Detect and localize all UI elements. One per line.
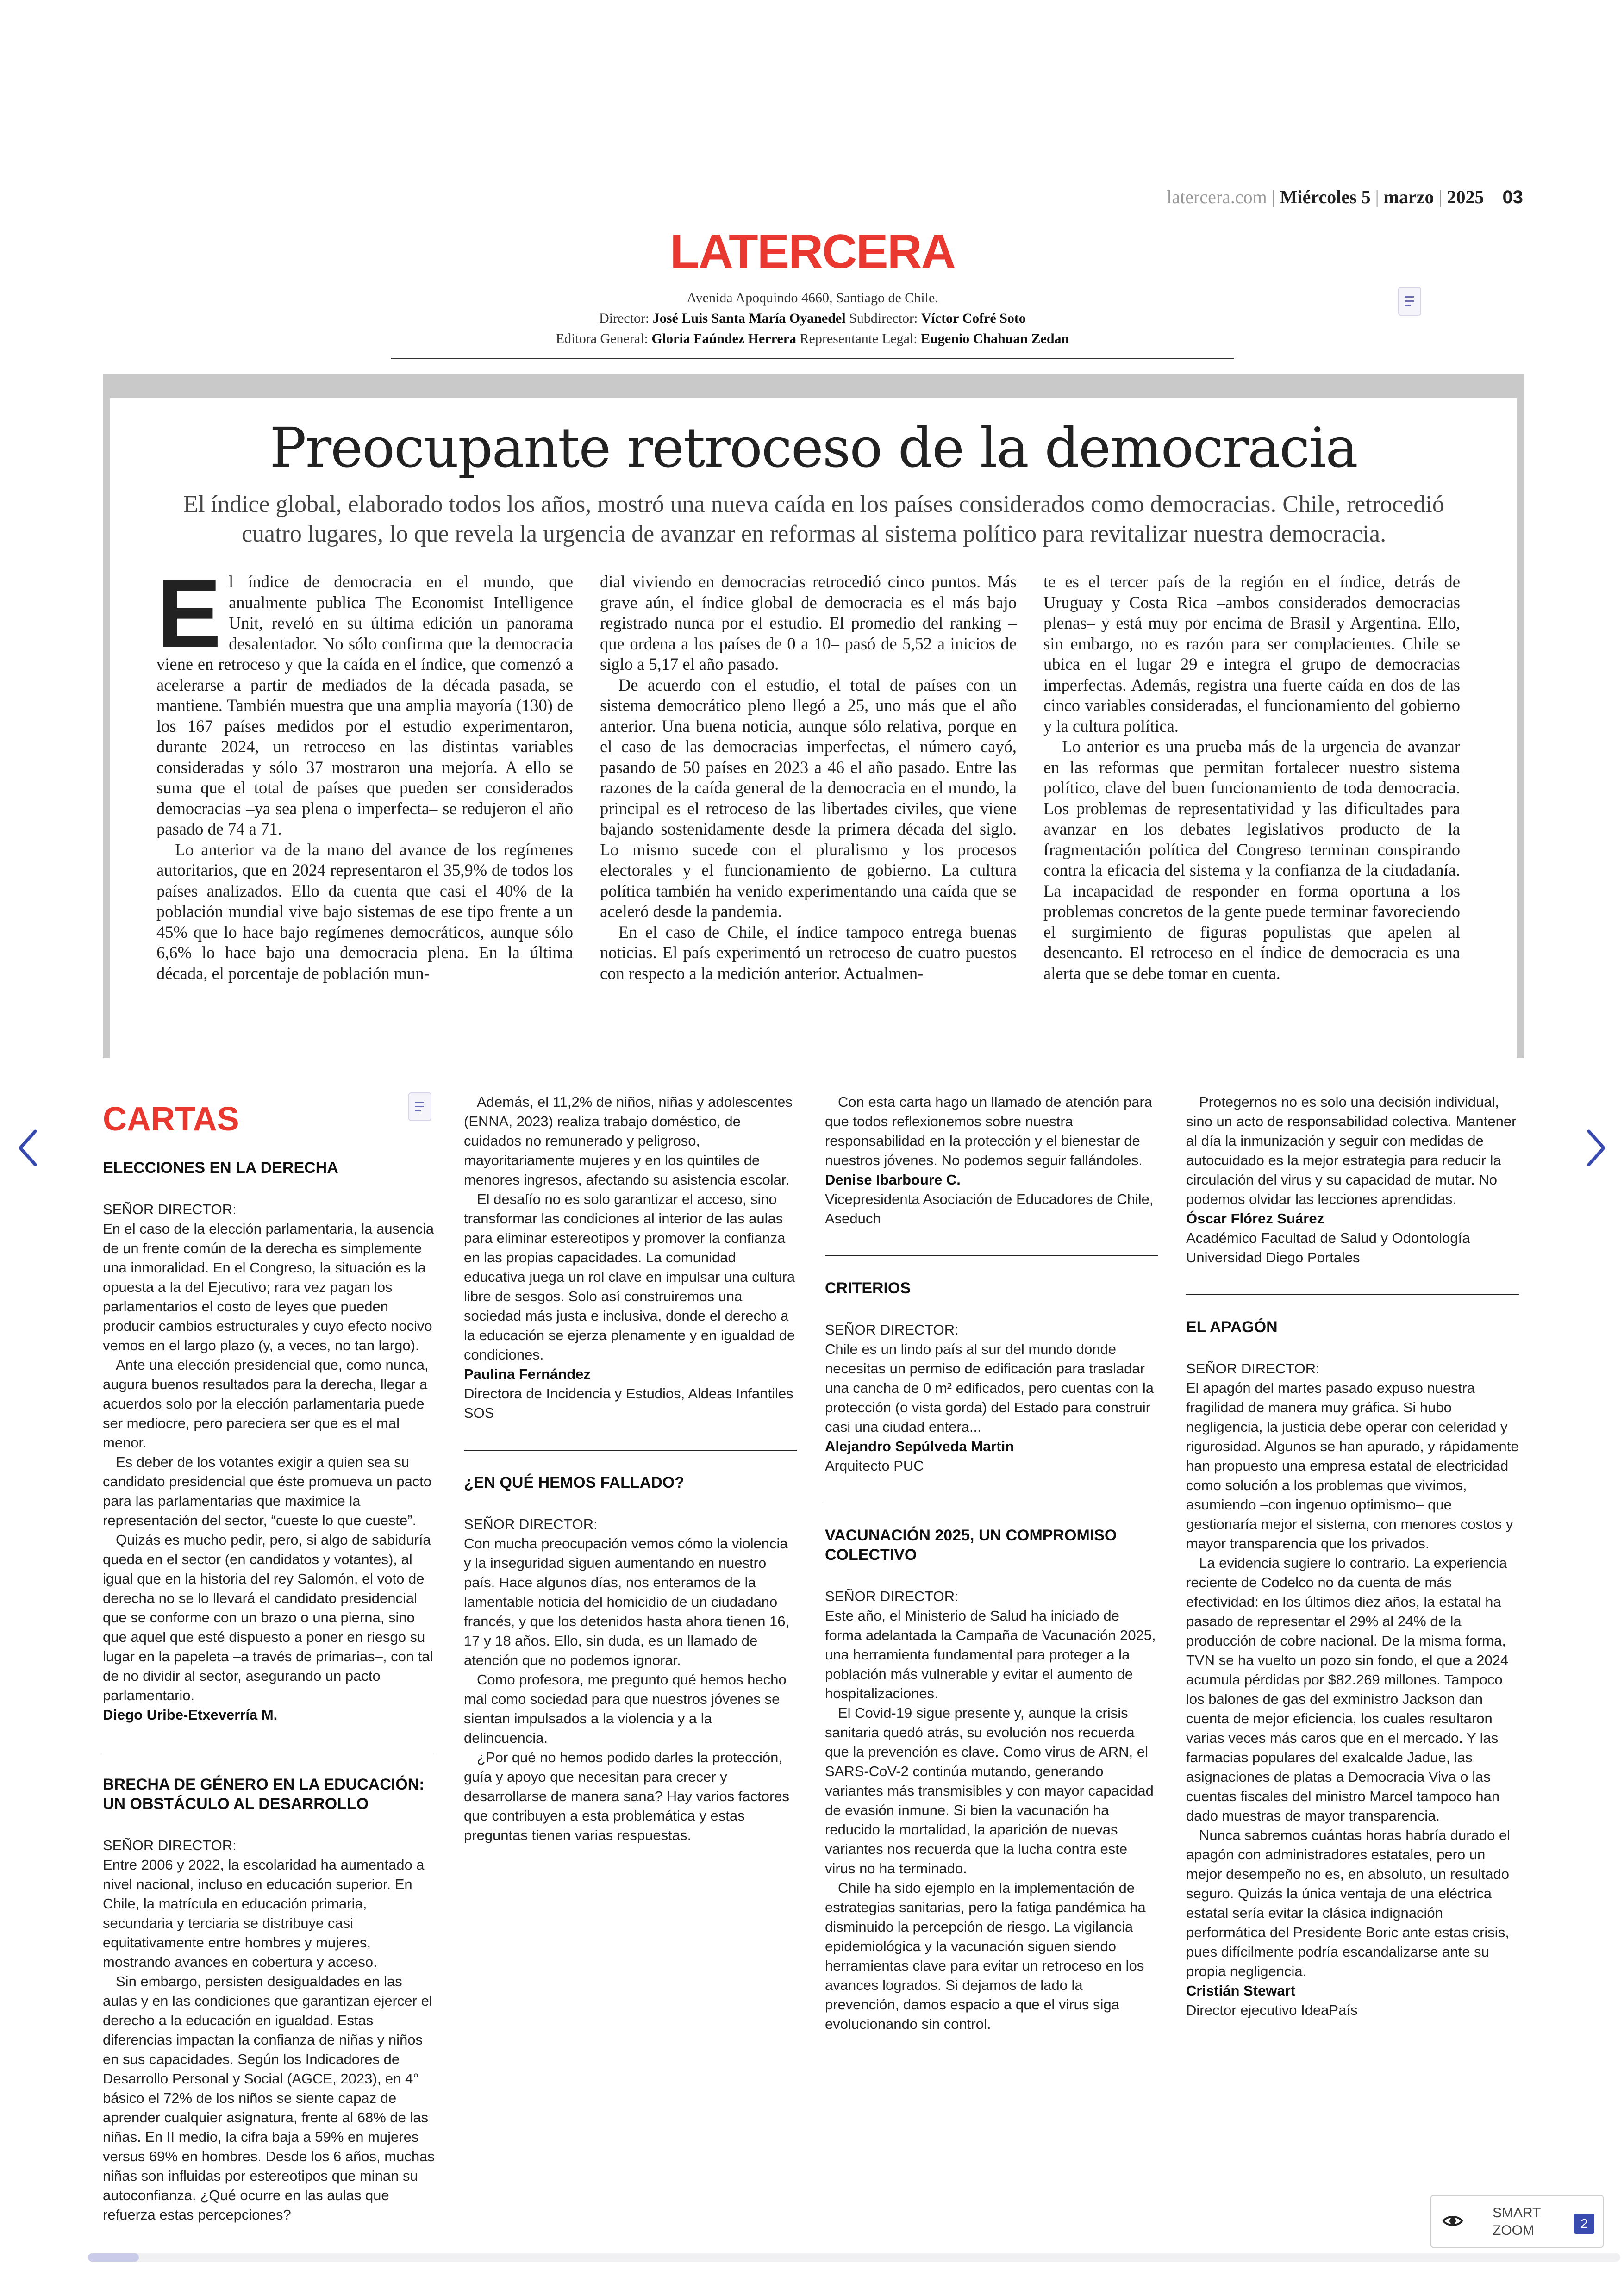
editorial-column-3 <box>1043 572 1460 984</box>
editorial-column-1 <box>156 559 573 984</box>
smart-zoom-button[interactable] <box>1430 2195 1604 2248</box>
letter-title: CRITERIOS <box>825 1279 911 1297</box>
letters-column-3 <box>825 1092 1158 2034</box>
masthead-divider <box>391 358 1234 359</box>
rep-label: Representante Legal: <box>800 331 918 346</box>
rep-name: Eugenio Chahuan Zedan <box>921 331 1069 346</box>
editorial-title: Preocupante retroceso de la democracia <box>269 416 1357 480</box>
letters-column-4 <box>1186 1092 1519 2020</box>
letter-paragraph: Sin embargo, persisten desigualdades en las aulas y en las condiciones que garantizan ejercer el derecho a la educación en igualdad. Estas diferencias impactan la confianza de niñas y niños en sus capacidades. Según los Indicadores de Desarrollo Personal y Social (AGCE, 2023), en 4° básico el 72% de los niños se siente capaz de aprender cualquier asignatura, frente al 68% de las niñas. En II medio, la cifra baja a 59% en mujeres versus 69% en hombres. Desde los 6 años, muchas niñas son influidas por estereotipos que minan su autoconfianza. ¿Qué ocurre en las aulas que refuerza estas percepciones? <box>103 1973 435 2223</box>
subdirector-name: Víctor Cofré Soto <box>921 311 1026 326</box>
editorial-content <box>110 398 1517 1058</box>
letter-signer-role: Director ejecutivo IdeaPaís <box>1186 2002 1358 2018</box>
letter-paragraph: Ante una elección presidencial que, como nunca, augura buenos resultados para la derecha, llegar a acuerdos solo por la elección parlamentaria puede ser mediocre, pero pareciera ser que es el mal menor. <box>103 1357 429 1451</box>
note-icon[interactable] <box>1398 287 1421 316</box>
editorial-box <box>103 374 1524 1058</box>
letter-paragraph: Chile es un lindo país al sur del mundo donde necesitas un permiso de edificación para trasladar una cancha de 0 m² edificados, pero cuentas con la protección (o vista gorda) del Estado para construir casi una ciudad entera... <box>825 1341 1154 1435</box>
letter-title: BRECHA DE GÉNERO EN LA EDUCACIÓN: UN OBSTÁCULO AL DESARROLLO <box>103 1776 425 1813</box>
letter-signer: Óscar Flórez Suárez <box>1186 1210 1324 1227</box>
letter-signer: Diego Uribe-Etxeverría M. <box>103 1707 278 1723</box>
salutation: SEÑOR DIRECTOR: <box>1186 1360 1320 1377</box>
letter-signer-role: Académico Facultad de Salud y Odontología Universidad Diego Portales <box>1186 1230 1470 1266</box>
letter-divider <box>464 1450 797 1451</box>
letter-signer: Paulina Fernández <box>464 1366 591 1382</box>
salutation: SEÑOR DIRECTOR: <box>103 1201 237 1217</box>
letter-paragraph: Este año, el Ministerio de Salud ha iniciado de forma adelantada la Campaña de Vacunación 2025, una herramienta fundamental para proteger a la población más vulnerable y evitar el aumento de hospitalizaciones. <box>825 1608 1156 1702</box>
horizontal-scrollbar[interactable] <box>88 2253 1620 2262</box>
drop-cap: E <box>156 559 222 668</box>
letter-paragraph: Protegernos no es solo una decisión individual, sino un acto de responsabilidad colectiva. Mantener al día la inmunización y seguir con medidas de autocuidado es la mejor estrategia para reducir la circulación del virus y su capacidad de mutar. No podemos olvidar las lecciones aprendidas. <box>1186 1094 1517 1207</box>
letter-paragraph: Nunca sabremos cuántas horas habría durado el apagón con administradores estatales, pero un mejor desempeño no es, en absoluto, un resultado seguro. Quizás la única ventaja de una eléctrica estatal sería evitar la clásica indignación performática del Presidente Boric ante estas crisis, pues difícilmente podría escandalizarse ante su propia negligencia. <box>1186 1827 1511 1979</box>
letter-signer-role: Directora de Incidencia y Estudios, Aldeas Infantiles SOS <box>464 1385 793 1421</box>
letters-column-2 <box>464 1092 797 1845</box>
letter-title: EL APAGÓN <box>1186 1318 1278 1336</box>
editorial-paragraph: El índice de democracia en el mundo, que anualmente publica The Economist Intelligence Unit, reveló en su última edición un panorama desalentador. No sólo confirma que la democracia viene en retroceso y que la caída en el índice, que comenzó a acelerarse a partir de mediados de la década pasada, se mantiene. También muestra que una amplia mayoría (130) de los 167 países medidos por el estudio experimentaron, durante 2024, un retroceso en las distintas variables consideradas y sólo 37 mostraron una mejoría. A ello se suma que el total de países que pueden ser considerados democracias –ya sea plena o imperfecta– se redujeron el año pasado de 74 a 71. <box>156 559 573 838</box>
letter-title: ELECCIONES EN LA DERECHA <box>103 1159 338 1177</box>
letter-paragraph: ¿Por qué no hemos podido darles la protección, guía y apoyo que necesitan para crecer y desarrollarse de manera sana? Hay varios factores que contribuyen a esta problemática y estas preguntas tienen varias respuestas. <box>464 1749 790 1843</box>
letter-paragraph: Con esta carta hago un llamado de atención para que todos reflexionemos sobre nuestra responsabilidad en la protección y el bienestar de nuestros jóvenes. No podemos seguir fallándoles. <box>825 1094 1153 1168</box>
letter-paragraph: El Covid-19 sigue presente y, aunque la crisis sanitaria quedó atrás, su evolución nos recuerda que la prevención es clave. Como virus de ARN, el SARS-CoV-2 continúa mutando, generando variantes más transmisibles y con mayor capacidad de evasión inmune. Si bien la vacunación ha reducido la mortalidad, la aparición de nuevas variantes nos recuerda que la lucha contra este virus no ha terminado. <box>825 1705 1154 1877</box>
section-title: CARTAS <box>103 1101 239 1138</box>
page-number: 03 <box>1502 187 1523 207</box>
editorial-subtitle: El índice global, elaborado todos los años, mostró una nueva caída en los países considerados como democracias. Chile, retrocedió cuatro lugares, lo que revela la urgencia de avanzar en reformas al sistema político para revitalizar nuestra democracia. <box>183 491 1444 547</box>
director-name: José Luis Santa María Oyanedel <box>652 311 846 326</box>
letter-paragraph: Es deber de los votantes exigir a quien sea su candidato presidencial que éste promueva un pacto para las parlamentarias que maximice la representación del sector, “cueste lo que cueste”. <box>103 1454 432 1528</box>
date-month: marzo <box>1383 187 1434 207</box>
smart-zoom-label-line-1: SMART <box>1493 2205 1541 2220</box>
page-badge: 2 <box>1574 2214 1594 2234</box>
chevron-left-icon <box>14 1125 42 1171</box>
letter-divider <box>1186 1294 1519 1295</box>
masthead-staff-line-2 <box>391 329 1234 349</box>
letters-column-1 <box>103 1092 436 2225</box>
newspaper-logo: LATERCERA <box>670 225 955 279</box>
letter-paragraph: Chile ha sido ejemplo en la implementación de estrategias sanitarias, pero la fatiga pandémica ha disminuido la percepción de riesgo. La vigilancia epidemiológica y la vacunación siguen siendo herramientas clave para evitar un retroceso en los avances logrados. Si dejamos de lado la prevención, damos espacio a que el virus siga evolucionando sin control. <box>825 1880 1146 2032</box>
eye-icon <box>1442 2210 1464 2232</box>
editora-name: Gloria Faúndez Herrera <box>651 331 797 346</box>
editorial-paragraph: De acuerdo con el estudio, el total de países con un sistema democrático pleno llegó a 25, uno más que el año anterior. Una buena noticia, aunque sólo relativa, porque en el caso de las democracias imperfectas, el número cayó, pasando de 50 países en 2023 a 46 el año pasado. Entre las razones de la caída general de la democracia en el mundo, la principal es el retroceso de las libertades civiles, que viene bajando sostenidamente desde la primera década del siglo. Lo mismo sucede con el pluralismo y los procesos electorales y el funcionamiento de gobierno. La cultura política también ha venido experimentando una caída que se aceleró desde la pandemia. <box>600 675 1017 921</box>
editorial-paragraph: En el caso de Chile, el índice tampoco entrega buenas noticias. El país experimentó un retroceso de cuatro puestos con respecto a la medición anterior. Actualmen- <box>600 922 1017 983</box>
masthead-staff-line-1 <box>391 308 1234 329</box>
smart-zoom-label <box>1493 2204 1541 2239</box>
editorial-column-2 <box>600 572 1017 984</box>
salutation: SEÑOR DIRECTOR: <box>103 1837 237 1853</box>
salutation: SEÑOR DIRECTOR: <box>825 1588 959 1604</box>
director-label: Director: <box>599 311 650 326</box>
scrollbar-thumb[interactable] <box>88 2253 139 2262</box>
editora-label: Editora General: <box>556 331 648 346</box>
letter-divider <box>825 1255 1158 1256</box>
editorial-paragraph: Lo anterior es una prueba más de la urgencia de avanzar en las reformas que permitan fortalecer nuestro sistema político, clave del buen funcionamiento de toda democracia. Los problemas de representatividad y las dificultades para avanzar en los debates legislativos producto de la fragmentación política del Congreso terminan conspirando contra la eficacia del sistema y la confianza de la ciudadanía. La incapacidad de responder en forma oportuna a los problemas concretos de la gente puede terminar favoreciendo el surgimiento de figuras populistas que apelen al desencanto. El retroceso en el índice de democracia es una alerta que se debe tomar en cuenta. <box>1043 737 1460 983</box>
letter-paragraph: Entre 2006 y 2022, la escolaridad ha aumentado a nivel nacional, incluso en educación superior. En Chile, la matrícula en educación primaria, secundaria y terciaria se distribuye casi equitativamente entre hombres y mujeres, mostrando avances en cobertura y acceso. <box>103 1857 425 1970</box>
editorial-paragraph: Lo anterior va de la mano del avance de los regímenes autoritarios, que en 2024 representaron el 35,9% de todos los países analizados. Ello da cuenta que casi el 40% de la población mundial vive bajo sistemas de ese tipo frente a un 45% que lo hace bajo regímenes democráticos, aunque sólo 6,6% lo hace bajo una democracia plena. En la última década, el porcentaje de población mun- <box>156 840 573 983</box>
subdirector-label: Subdirector: <box>849 311 918 326</box>
letter-paragraph: Con mucha preocupación vemos cómo la violencia y la inseguridad siguen aumentando en nuestro país. Hace algunos días, nos enteramos de la lamentable noticia del homicidio de un ciudadano francés, y que los detenidos hasta ahora tienen 16, 17 y 18 años. Ello, sin duda, es un llamado de atención que no podemos ignorar. <box>464 1535 790 1668</box>
site-name: latercera.com <box>1167 187 1267 207</box>
letter-title: ¿EN QUÉ HEMOS FALLADO? <box>464 1474 684 1491</box>
editorial-paragraph: te es el tercer país de la región en el índice, detrás de Uruguay y Costa Rica –ambos considerados democracias plenas– y está muy por encima de Brasil y Argentina. Ello, sin embargo, no es razón para ser complacientes. Chile se ubica en el lugar 29 e integra el grupo de democracias imperfectas. Además, registra una fuerte caída en dos de las cinco variables consideradas, el funcionamiento del gobierno y la cultura política. <box>1043 572 1460 736</box>
letter-signer-role: Vicepresidenta Asociación de Educadores de Chile, Aseduch <box>825 1191 1154 1227</box>
salutation: SEÑOR DIRECTOR: <box>464 1516 598 1532</box>
date-year: 2025 <box>1447 187 1484 207</box>
letter-paragraph: En el caso de la elección parlamentaria, la ausencia de un frente común de la derecha es simplemente una inmoralidad. En el Congreso, la situación es la opuesta a la del Ejecutivo; rara vez pagan los parlamentarios el costo de leyes que pueden producir cambios estructurales y cuyo efecto nocivo vemos en el largo plazo (y, a veces, no tan largo). <box>103 1221 434 1353</box>
masthead-address: Avenida Apoquindo 4660, Santiago de Chile. <box>687 290 938 306</box>
editorial-paragraph: dial viviendo en democracias retrocedió cinco puntos. Más grave aún, el índice global de democracia es el más bajo registrado nunca por el estudio. El promedio del ranking –que ordena a los países de 0 a 10– pasó de 5,52 a inicios de siglo a 5,17 el año pasado. <box>600 572 1017 674</box>
letter-paragraph: Como profesora, me pregunto qué hemos hecho mal como sociedad para que nuestros jóvenes se sientan impulsados a la violencia y a la delincuencia. <box>464 1671 787 1746</box>
letter-paragraph: La evidencia sugiere lo contrario. La experiencia reciente de Codelco no da cuenta de más efectividad: en los últimos diez años, la estatal ha pasado de representar el 29% al 24% de la producción de cobre nacional. De la misma forma, TVN se ha vuelto un pozo sin fondo, el que a 2024 acumula pérdidas por $82.269 millones. Tampoco los balones de gas del exministro Jackson dan cuenta de mejor eficiencia, los cuales resultaron varias veces más caros que en el mercado. Y las farmacias populares del exalcalde Jadue, las asignaciones de platas a Democracia Viva o las cuentas fiscales del ministro Marcel tampoco han dado muestras de mayor transparencia. <box>1186 1555 1509 1824</box>
letter-paragraph: Quizás es mucho pedir, pero, si algo de sabiduría queda en el sector (en candidatos y votantes), al igual que en la historia del rey Salomón, el voto de derecha no se lo llevará el candidato presidencial que se conforme con un brazo o una pierna, sino que aquel que esté dispuesto a poner en riesgo su lugar en la papeleta –a través de primarias–, con tal de no dividir al sector, asegurando un pacto parlamentario. <box>103 1532 433 1703</box>
letter-paragraph: El desafío no es solo garantizar el acceso, sino transformar las condiciones al interior de las aulas para eliminar estereotipos y promover la confianza en las propias capacidades. La comunidad educativa juega un rol clave en impulsar una cultura libre de sesgos. Solo así construiremos una sociedad más justa e inclusiva, donde el derecho a la educación se ejerza plenamente y en igualdad de condiciones. <box>464 1191 795 1363</box>
page-date-line: latercera.com | Miércoles 5 | marzo | 2025 03 <box>1167 187 1523 207</box>
masthead <box>391 225 1234 349</box>
letter-paragraph: Además, el 11,2% de niños, niñas y adolescentes (ENNA, 2023) realiza trabajo doméstico, de cuidados no remunerado y peligroso, mayoritariamente mujeres y en los quintiles de menores ingresos, afectando su asistencia escolar. <box>464 1094 793 1188</box>
smart-zoom-label-line-2: ZOOM <box>1493 2223 1534 2238</box>
letter-title: VACUNACIÓN 2025, UN COMPROMISO COLECTIVO <box>825 1527 1117 1564</box>
salutation: SEÑOR DIRECTOR: <box>825 1322 959 1338</box>
date-day: Miércoles 5 <box>1280 187 1371 207</box>
letter-paragraph: El apagón del martes pasado expuso nuestra fragilidad de manera muy gráfica. Si hubo negligencia, la justicia debe operar con celeridad y rigurosidad. Algunos se han apurado, y rápidamente han propuesto una empresa estatal de electricidad como solución a los problemas que vivimos, asumiendo –con ingenuo optimismo– que gestionaría mejor el sistema, con menores costos y mayor transparencia que los privados. <box>1186 1380 1519 1552</box>
chevron-right-icon <box>1582 1125 1610 1171</box>
previous-page-button[interactable] <box>14 1125 42 1178</box>
letter-signer-role: Arquitecto PUC <box>825 1458 924 1474</box>
letter-signer: Alejandro Sepúlveda Martin <box>825 1438 1014 1454</box>
letter-signer: Cristián Stewart <box>1186 1983 1296 1999</box>
letter-signer: Denise Ibarboure C. <box>825 1172 961 1188</box>
next-page-button[interactable] <box>1582 1125 1610 1178</box>
